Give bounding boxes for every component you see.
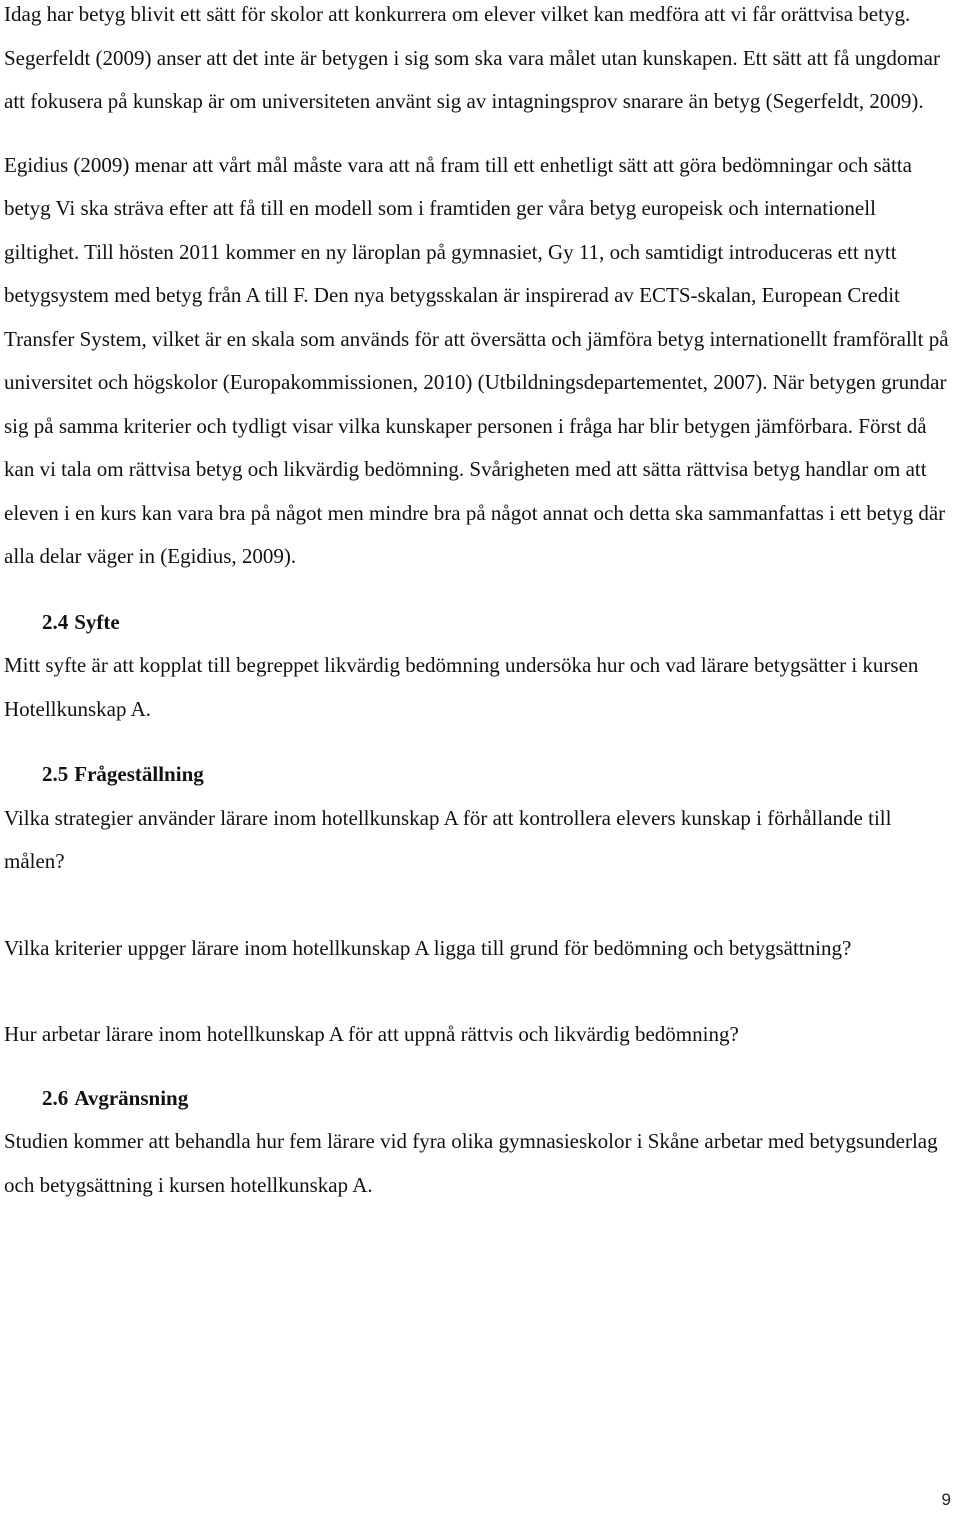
section-title: Syfte (74, 609, 120, 634)
paragraph-question-1: Vilka strategier använder lärare inom hotellkunskap A för att kontrollera elevers kunskap i förhållande till målen? (4, 805, 892, 873)
paragraph-question-2: Vilka kriterier uppger lärare inom hotellkunskap A ligga till grund för bedömning och betygsättning? (4, 935, 852, 960)
paragraph-gap (4, 884, 954, 927)
section-heading-syfte (4, 601, 954, 645)
section-heading-fragestallning (4, 753, 954, 797)
paragraph-intro: Idag har betyg blivit ett sätt för skolor att konkurrera om elever vilket kan medföra att vi får orättvisa betyg. Segerfeldt (2009) anser att det inte är betygen i sig som ska vara målet utan kunskapen. Ett sätt att få ungdomar att fokusera på kunskap är om universiteten använt sig av intagningsprov snarare än betyg (Segerfeldt, 2009). (4, 2, 940, 113)
paragraph-egidius: Egidius (2009) menar att vårt mål måste vara att nå fram till ett enhetligt sätt att göra bedömningar och sätta betyg Vi ska sträva efter att få till en modell som i framtiden ger våra betyg europeisk och internationell giltighet. Till hösten 2011 kommer en ny läroplan på gymnasiet, Gy 11, och samtidigt introduceras ett nytt betygsystem med betyg från A till F. Den nya betygsskalan är inspirerad av ECTS-skalan, European Credit Transfer System, vilket är en skala som används för att översätta och jämföra betyg internationellt framförallt på universitet och högskolor (Europakommissionen, 2010) (Utbildningsdepartementet, 2007). När betygen grundar sig på samma kriterier och tydligt visar vilka kunskaper personen i fråga har blir betygen jämförbara. Först då kan vi tala om rättvisa betyg och likvärdig bedömning. Svårigheten med att sätta rättvisa betyg handlar om att eleven i en kurs kan vara bra på något men mindre bra på något annat och detta ska sammanfattas i ett betyg där alla delar väger in (Egidius, 2009). (4, 152, 949, 568)
section-number: 2.4 (42, 609, 69, 634)
paragraph-question-3: Hur arbetar lärare inom hotellkunskap A för att uppnå rättvis och likvärdig bedömning? (4, 1022, 739, 1046)
page-number: 9 (941, 1490, 951, 1509)
paragraph-gap (4, 731, 954, 753)
section-title: Frågeställning (74, 762, 204, 786)
section-number: 2.5 (42, 762, 69, 786)
section-number: 2.6 (42, 1085, 69, 1110)
paragraph-avgransning: Studien kommer att behandla hur fem lärare vid fyra olika gymnasieskolor i Skåne arbetar med betygsunderlag och betygsättning i kursen hotellkunskap A. (4, 1129, 938, 1197)
paragraph-gap (4, 579, 954, 601)
paragraph-syfte: Mitt syfte är att kopplat till begreppet likvärdig bedömning undersöka hur och vad lärare betygsätter i kursen Hotellkunskap A. (4, 653, 919, 721)
section-title: Avgränsning (74, 1085, 189, 1110)
section-heading-avgransning (4, 1077, 954, 1121)
paragraph-gap (4, 970, 954, 1013)
paragraph-gap (4, 124, 954, 144)
document-page (4, 0, 954, 1207)
paragraph-gap (4, 1057, 954, 1077)
